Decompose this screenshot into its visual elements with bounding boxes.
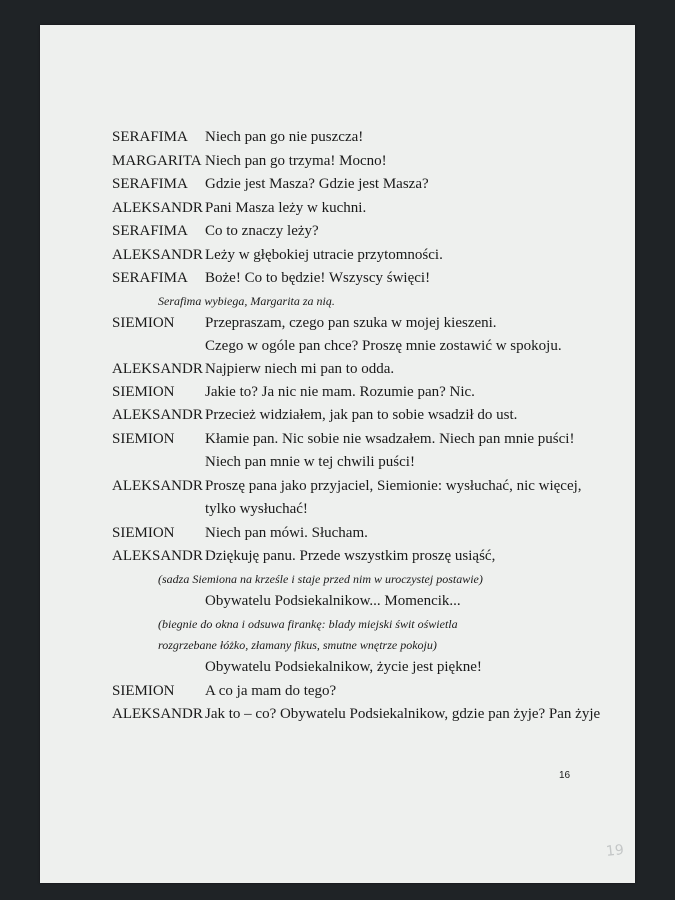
dialogue-text: Kłamie pan. Nic sobie nie wsadzałem. Niech pan mnie puści! [205, 431, 575, 447]
speaker-name: ALEKSANDR [112, 706, 203, 722]
dialogue-text: Gdzie jest Masza? Gdzie jest Masza? [205, 176, 429, 192]
handwritten-page-number: 19 [605, 842, 625, 860]
dialogue-text: Pani Masza leży w kuchni. [205, 200, 367, 216]
speaker-name: ALEKSANDR [112, 361, 203, 377]
speaker-name: SERAFIMA [112, 270, 188, 286]
dialogue-text: Niech pan mówi. Słucham. [205, 525, 368, 541]
dialogue-text: Przepraszam, czego pan szuka w mojej kieszeni. [205, 315, 497, 331]
speaker-name: SIEMION [112, 384, 175, 400]
stage-direction-text: (sadza Siemiona na krześle i staje przed nim w uroczystej postawie) [158, 572, 483, 586]
page-number: 16 [559, 770, 571, 781]
speaker-name: ALEKSANDR [112, 478, 203, 494]
speaker-name: SIEMION [112, 315, 175, 331]
dialogue-text: Jakie to? Ja nic nie mam. Rozumie pan? Nic. [205, 384, 475, 400]
dialogue-text: Obywatelu Podsiekalnikow, życie jest piękne! [205, 659, 482, 675]
speaker-name: SIEMION [112, 683, 175, 699]
speaker-name: SERAFIMA [112, 129, 188, 145]
speaker-name: ALEKSANDR [112, 247, 203, 263]
dialogue-text: Niech pan go nie puszcza! [205, 129, 364, 145]
dialogue-text: Co to znaczy leży? [205, 223, 319, 239]
dialogue-text: Przecież widziałem, jak pan to sobie wsadził do ust. [205, 407, 518, 423]
script-page [40, 25, 635, 883]
dialogue-text: Niech pan go trzyma! Mocno! [205, 153, 387, 169]
dialogue-text: Jak to – co? Obywatelu Podsiekalnikow, gdzie pan żyje? Pan żyje [205, 706, 601, 722]
dialogue-text: Niech pan mnie w tej chwili puści! [205, 454, 415, 470]
speaker-name: SIEMION [112, 525, 175, 541]
stage-direction-text: (biegnie do okna i odsuwa firankę: blady miejski świt oświetla [158, 617, 458, 631]
stage-direction-text: Serafima wybiega, Margarita za nią. [158, 294, 335, 308]
dialogue-text: Proszę pana jako przyjaciel, Siemionie: wysłuchać, nic więcej, [205, 478, 582, 494]
dialogue-text: A co ja mam do tego? [205, 683, 337, 699]
speaker-name: MARGARITA [112, 153, 202, 169]
dialogue-text: Najpierw niech mi pan to odda. [205, 361, 395, 377]
speaker-name: ALEKSANDR [112, 548, 203, 564]
speaker-name: ALEKSANDR [112, 200, 203, 216]
dialogue-text: Dziękuję panu. Przede wszystkim proszę usiąść, [205, 548, 496, 564]
dialogue-text: tylko wysłuchać! [205, 501, 308, 517]
dialogue-text: Obywatelu Podsiekalnikow... Momencik... [205, 593, 461, 609]
speaker-name: SERAFIMA [112, 223, 188, 239]
speaker-name: ALEKSANDR [112, 407, 203, 423]
dialogue-text: Leży w głębokiej utracie przytomności. [205, 247, 443, 263]
stage-direction-text: rozgrzebane łóżko, złamany fikus, smutne wnętrze pokoju) [158, 638, 437, 652]
dialogue-text: Czego w ogóle pan chce? Proszę mnie zostawić w spokoju. [205, 338, 562, 354]
speaker-name: SIEMION [112, 431, 175, 447]
speaker-name: SERAFIMA [112, 176, 188, 192]
dialogue-text: Boże! Co to będzie! Wszyscy święci! [205, 270, 431, 286]
